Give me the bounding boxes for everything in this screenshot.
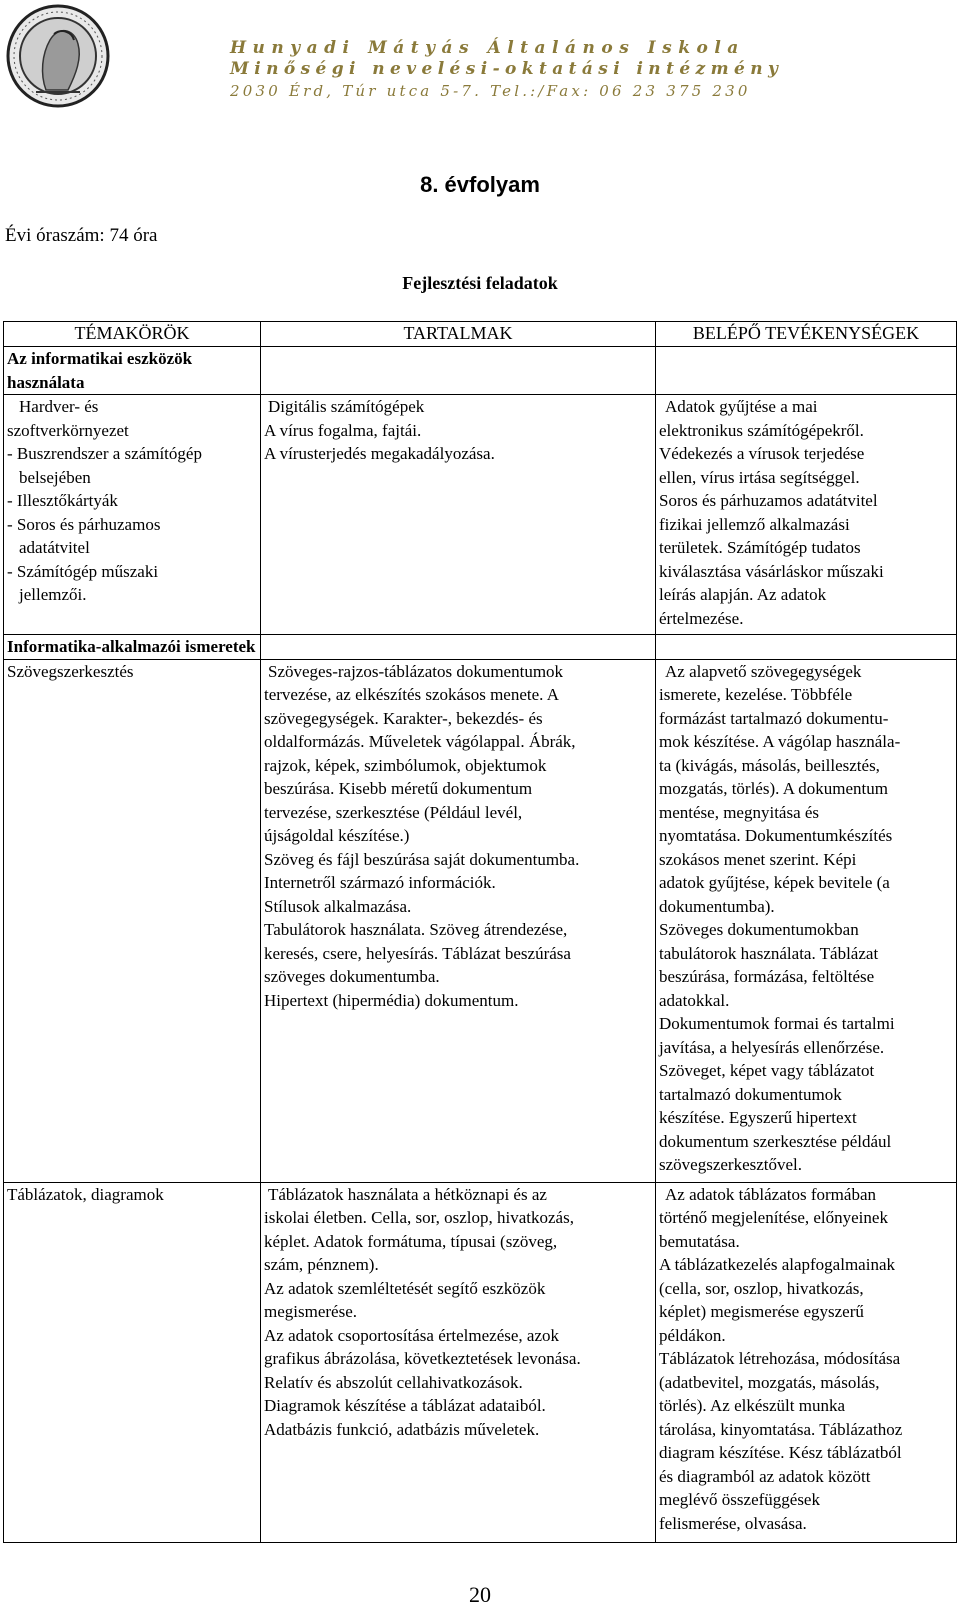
topic-cell: Hardver- és szoftverkörnyezet - Buszrendszer a számítógép belsejében - Illesztőkártyák - Soros és párhuzamos adatátvitel - Számítógép műszaki jellemzői. (4, 395, 261, 635)
section-heading: Az informatikai eszközök használata (4, 347, 261, 395)
school-header (230, 38, 950, 102)
activity-cell: Az alapvető szövegegységek ismerete, kezelése. Többféle formázást tartalmazó dokumentu- mok készítése. A vágólap használa- ta (kivágás, másolás, beillesztés, mozgatás, törlés). A dokumentum mentése, megnyitása és nyomtatása. Dokumentumkészítés szokásos menet szerint. Képi adatok gyűjtése, képek bevitele (a dokumentumba). Szöveges dokumentumokban tabulátorok használata. Táblázat beszúrása, formázása, feltöltése adatokkal. Dokumentumok formai és tartalmi javítása, a helyesírás ellenőrzése. Szöveget, képet vagy táblázatot tartalmazó dokumentumok készítése. Egyszerű hipertext dokumentum szerkesztése például szövegszerkesztővel. (656, 659, 957, 1182)
page-title: 8. évfolyam (420, 172, 540, 197)
table-header-row (4, 322, 957, 347)
school-logo (6, 4, 111, 108)
school-name: Hunyadi Mátyás Általános Iskola (230, 38, 745, 58)
content-cell: Digitális számítógépek A vírus fogalma, fajtái. A vírusterjedés megakadályozása. (261, 395, 656, 635)
table-row (4, 659, 957, 1182)
section-heading: Informatika-alkalmazói ismeretek (4, 635, 261, 660)
school-subtitle: Minőségi nevelési-oktatási intézmény (230, 59, 784, 79)
activity-cell: Az adatok táblázatos formában történő megjelenítése, előnyeinek bemutatása. A táblázatkezelés alapfogalmainak (cella, sor, oszlop, hivatkozás, képlet) megismerése egyszerű példákon. Táblázatok létrehozása, módosítása (adatbevitel, mozgatás, másolás, törlés). Az elkészült munka tárolása, kinyomtatása. Táblázathoz diagram készítése. Kész táblázatból és diagramból az adatok között meglévő összefüggések felismerése, olvasása. (656, 1182, 957, 1542)
content-cell: Szöveges-rajzos-táblázatos dokumentumok tervezése, az elkészítés szokásos menete. A szövegegységek. Karakter-, bekezdés- és oldalformázás. Műveletek vágólappal. Ábrák, rajzok, képek, szimbólumok, objektumok beszúrása. Kisebb méretű dokumentum tervezése, szerkesztése (Például levél, újságoldal készítése.) Szöveg és fájl beszúrása saját dokumentumba. Internetről származó információk. Stílusok alkalmazása. Tabulátorok használata. Szöveg átrendezése, keresés, csere, helyesírás. Táblázat beszúrása szöveges dokumentumba. Hipertext (hipermédia) dokumentum. (261, 659, 656, 1182)
section-title: Fejlesztési feladatok (402, 273, 558, 293)
content-cell: Táblázatok használata a hétköznapi és az iskolai életben. Cella, sor, oszlop, hivatkozás, képlet. Adatok formátuma, típusai (szöveg, szám, pénznem). Az adatok szemléltetését segítő eszközök megismerése. Az adatok csoportosítása értelmezése, azok grafikus ábrázolása, következtetések levonása. Relatív és abszolút cellahivatkozások. Diagramok készítése a táblázat adataiból. Adatbázis funkció, adatbázis műveletek. (261, 1182, 656, 1542)
annual-hours: Évi óraszám: 74 óra (5, 225, 158, 246)
column-header-topics: TÉMAKÖRÖK (4, 322, 261, 347)
page-number: 20 (469, 1582, 491, 1607)
curriculum-table (3, 321, 957, 1543)
school-address: 2030 Érd, Túr utca 5-7. Tel.:/Fax: 06 23 375 230 (230, 82, 751, 100)
section-row (4, 635, 957, 660)
section-row (4, 347, 957, 395)
topic-cell: Szövegszerkesztés (4, 659, 261, 1182)
column-header-activities: BELÉPŐ TEVÉKENYSÉGEK (656, 322, 957, 347)
activity-cell: Adatok gyűjtése a mai elektronikus számítógépekről. Védekezés a vírusok terjedése ellen, vírus irtása segítséggel. Soros és párhuzamos adatátvitel fizikai jellemző alkalmazási területek. Számítógép tudatos kiválasztása vásárláskor műszaki leírás alapján. Az adatok értelmezése. (656, 395, 957, 635)
table-row (4, 1182, 957, 1542)
topic-cell: Táblázatok, diagramok (4, 1182, 261, 1542)
column-header-contents: TARTALMAK (261, 322, 656, 347)
table-row (4, 395, 957, 635)
